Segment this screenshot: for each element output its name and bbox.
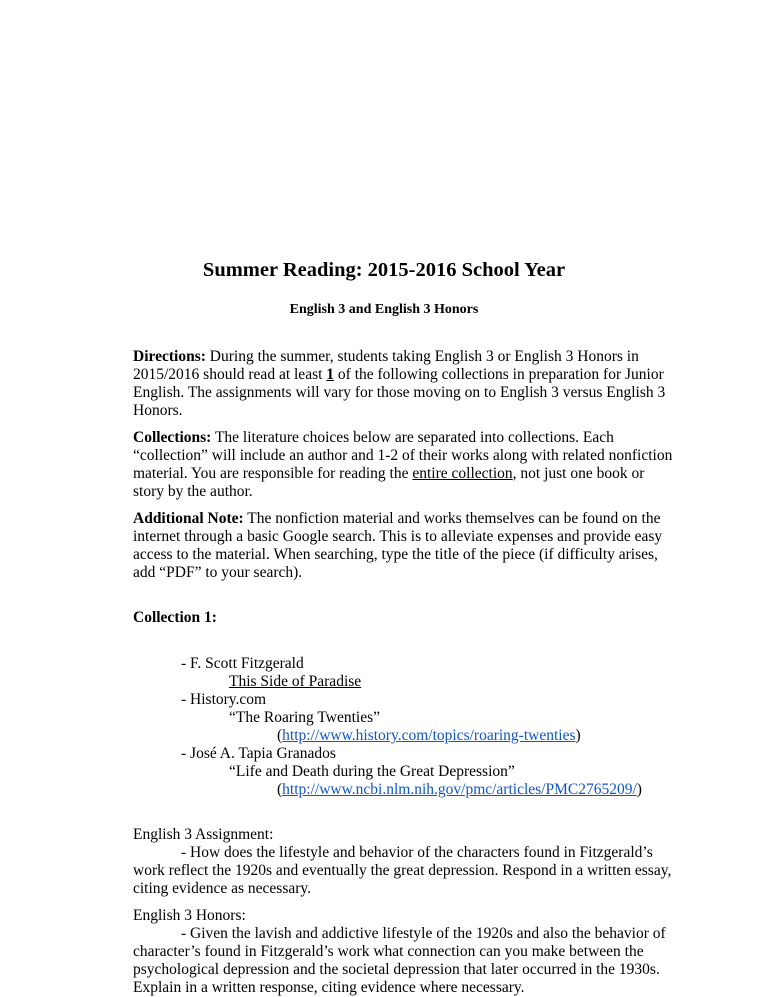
- page-title: Summer Reading: 2015-2016 School Year: [202, 259, 566, 281]
- collections-underlined: entire collection: [412, 465, 513, 482]
- english-3-assignment-label: English 3 Assignment:: [133, 826, 274, 843]
- directions-label: Directions:: [133, 348, 206, 365]
- collection-1-work-title: This Side of Paradise: [229, 673, 362, 690]
- link-open-paren: (: [277, 781, 283, 798]
- english-3-assignment-text: - How does the lifestyle and behavior of the characters found in Fitzgerald’s work reflect the 1920s and eventually the great depression. Respond in a written essay, citing evidence as necessary.: [133, 844, 672, 897]
- collection-1-heading: Collection 1:: [133, 609, 217, 626]
- directions-paragraph: [133, 348, 673, 420]
- collections-text-after: , not just one book or story by the author.: [133, 465, 645, 500]
- collections-label: Collections:: [133, 429, 212, 446]
- roaring-twenties-link[interactable]: http://www.history.com/topics/roaring-twenties: [282, 727, 576, 744]
- english-3-honors-text: - Given the lavish and addictive lifestyle of the 1920s and also the behavior of character’s found in Fitzgerald’s work what connection can you make between the psychological depression and the societal depression that later occurred in the 1930s. Explain in a written response, citing evidence where necessary.: [133, 925, 666, 996]
- great-depression-link[interactable]: http://www.ncbi.nlm.nih.gov/pmc/articles/PMC2765209/: [282, 781, 637, 798]
- directions-count: 1: [326, 366, 335, 383]
- collections-paragraph: [133, 429, 673, 501]
- additional-note-label: Additional Note:: [133, 510, 244, 527]
- great-depression-link-line: [277, 781, 642, 799]
- collection-1-author-tapia: - José A. Tapia Granados: [181, 745, 336, 762]
- english-3-honors-label: English 3 Honors:: [133, 907, 246, 924]
- directions-text-before: During the summer, students taking English 3 or English 3 Honors in 2015/2016 should read at least: [133, 348, 639, 383]
- link-open-paren: (: [277, 727, 283, 744]
- roaring-twenties-link-line: [277, 727, 581, 745]
- collections-text-before: The literature choices below are separated into collections. Each “collection” will include an author and 1-2 of their works along with related nonfiction material. You are responsible for reading the: [133, 429, 673, 482]
- additional-note-paragraph: [133, 510, 673, 582]
- collection-1-author: - F. Scott Fitzgerald: [181, 655, 304, 672]
- directions-text-after: of the following collections in preparation for Junior English. The assignments will vary for those moving on to English 3 versus English 3 Honors.: [133, 366, 666, 419]
- additional-note-text: The nonfiction material and works themselves can be found on the internet through a basic Google search. This is to alleviate expenses and provide easy access to the material. When searching, type the title of the piece (if difficulty arises, add “PDF” to your search).: [133, 510, 663, 581]
- page-subtitle: English 3 and English 3 Honors: [289, 302, 479, 317]
- collection-1-source-history: - History.com: [181, 691, 267, 708]
- link-close-paren: ): [575, 727, 581, 744]
- link-close-paren: ): [636, 781, 642, 798]
- collection-1-article-roaring-twenties: “The Roaring Twenties”: [229, 709, 380, 726]
- collection-1-article-great-depression: “Life and Death during the Great Depression”: [229, 763, 515, 780]
